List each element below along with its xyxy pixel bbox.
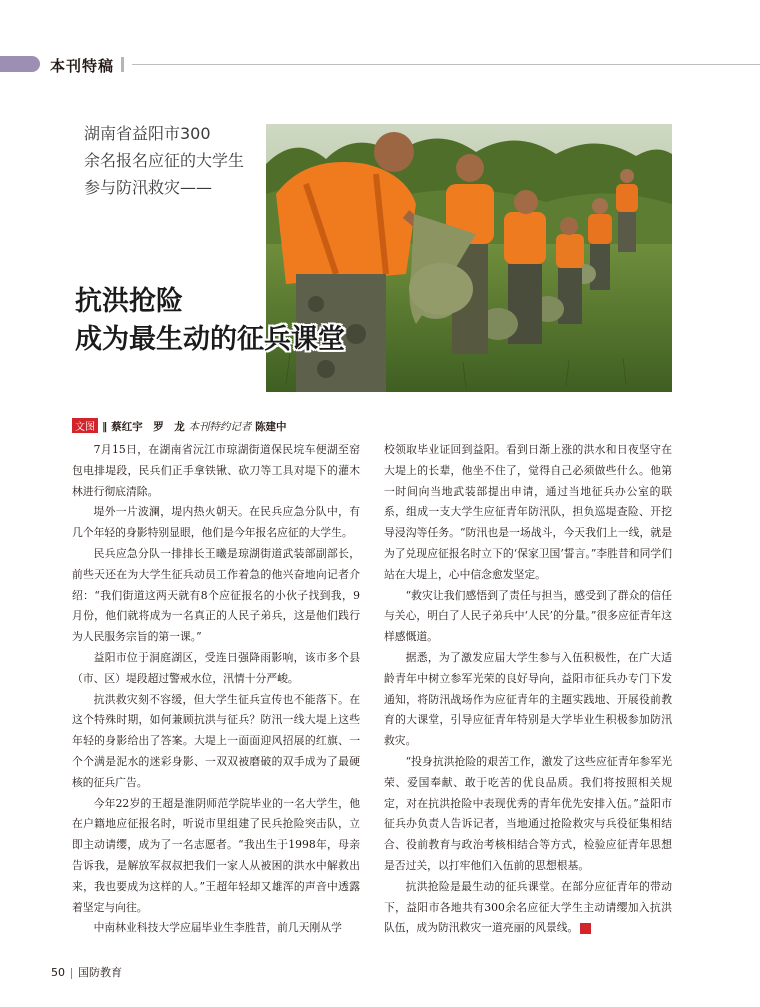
byline-role: 本刊特约记者 (188, 421, 252, 433)
paragraph: 7月15日，在湖南省沅江市琼湖街道保民垸车便湖至窑包电排堤段，民兵们正手拿铁锹、砍刀等工具对堤下的灌木林进行彻底清除。 (72, 443, 360, 498)
end-mark-icon: G (580, 923, 591, 934)
paragraph: 中南林业科技大学应届毕业生李胜昔，前几天刚从学 (93, 921, 342, 935)
page-number: 50 (51, 966, 65, 979)
paragraph: 益阳市位于洞庭湖区，受连日强降雨影响，该市多个县（市、区）堤段超过警戒水位，汛情十分严峻。 (72, 650, 360, 685)
lead-line: 湖南省益阳市300 (84, 124, 211, 143)
paragraph: 抗洪救灾刻不容缓，但大学生征兵宣传也不能落下。在这个特殊时期，如何兼顾抗洪与征兵？防汛一线大堤上这些年轻的身影给出了答案。大堤上一面面迎风招展的红旗、一个个满是泥水的迷彩身影、一双双被磨破的双手成为了最硬核的征兵广告。 (72, 692, 360, 789)
headline-line: 抗洪抢险 (75, 286, 183, 317)
lead-line: 参与防汛救灾—— (84, 178, 213, 197)
footer-divider (71, 968, 72, 979)
section-title: 本刊特稿 (50, 57, 115, 75)
paragraph-final (384, 877, 672, 939)
header-rule (132, 64, 760, 65)
byline-tag: 文图 (72, 418, 98, 433)
paragraph: 今年22岁的王超是淮阴师范学院毕业的一名大学生，他在户籍地应征报名时，听说市里组建了民兵抢险突击队，立即主动请缨，成为了一名志愿者。“我出生于1998年，母亲告诉我，是解放军叔叔把我们一家人从被困的洪水中解救出来，我也要成为这样的人。”王超年轻却又雄浑的声音中透露着坚定与向往。 (72, 796, 360, 914)
byline (72, 418, 287, 434)
body-column-right (384, 440, 672, 939)
section-tab-marker (0, 56, 40, 72)
headline-line: 成为最生动的征兵课堂 (75, 324, 345, 355)
body-column-left (72, 440, 360, 939)
page-footer (51, 964, 122, 980)
final-text: 抗洪抢险是最生动的征兵课堂。在部分应征青年的带动下，益阳市各地共有300余名应征大学生主动请缨加入抗洪队伍，成为防汛救灾一道亮丽的风景线。 (384, 879, 672, 935)
paragraph: 民兵应急分队一排排长王曦是琼湖街道武装部副部长，前些天还在为大学生征兵动员工作着急的他兴奋地向记者介绍：“我们街道这两天就有8个应征报名的小伙子找到我，9月份，他们就将成为一名真正的人民子弟兵，这是他们践行为人民服务宗旨的第一课。” (72, 546, 360, 644)
magazine-name: 国防教育 (78, 966, 122, 979)
byline-authors: 蔡红宇 罗 龙 (111, 421, 185, 433)
lead-line: 余名报名应征的大学生 (84, 151, 245, 170)
section-divider (121, 57, 124, 72)
byline-separator: ‖ (102, 421, 108, 433)
paragraph: 堤外一片波澜，堤内热火朝天。在民兵应急分队中，有几个年轻的身影特别显眼，他们是今年报名应征的大学生。 (72, 505, 360, 540)
paragraph: “投身抗洪抢险的艰苦工作，激发了这些应征青年参军光荣、爱国奉献、敢于吃苦的优良品质。我们将按照相关规定，对在抗洪抢险中表现优秀的青年优先安排入伍。”益阳市征兵办负责人告诉记者，当地通过抢险救灾与兵役征集相结合、役前教育与政治考核相结合等方式，检验应征青年思想是否过关，以打牢他们入伍前的思想根基。 (384, 754, 672, 872)
paragraph: 据悉，为了激发应届大学生参与入伍积极性，在广大适龄青年中树立参军光荣的良好导向，益阳市征兵办专门下发通知，将防汛战场作为应征青年的主题实践地、开展役前教育的大课堂，引导应征青年特别是大学毕业生积极参加防汛救灾。 (384, 650, 672, 748)
paragraph-continued: 校领取毕业证回到益阳。看到日渐上涨的洪水和日夜坚守在大堤上的长辈，他坐不住了，觉得自己必须做些什么。他第一时间向当地武装部提出申请，通过当地征兵办公室的联系，组成一支大学生应征青年防汛队，担负巡堤查险、开挖导浸沟等任务。“防汛也是一场战斗，今天我们上一线，就是为了兑现应征报名时立下的‘保家卫国’誓言。”李胜昔和同学们站在大堤上，心中信念愈发坚定。 (384, 443, 672, 581)
byline-reporter: 陈建中 (255, 421, 287, 433)
paragraph: “救灾让我们感悟到了责任与担当，感受到了群众的信任与关心，明白了人民子弟兵中‘人民’的分量。”很多应征青年这样感慨道。 (384, 588, 672, 644)
article-headline (75, 283, 345, 359)
lead-intro (84, 120, 274, 201)
